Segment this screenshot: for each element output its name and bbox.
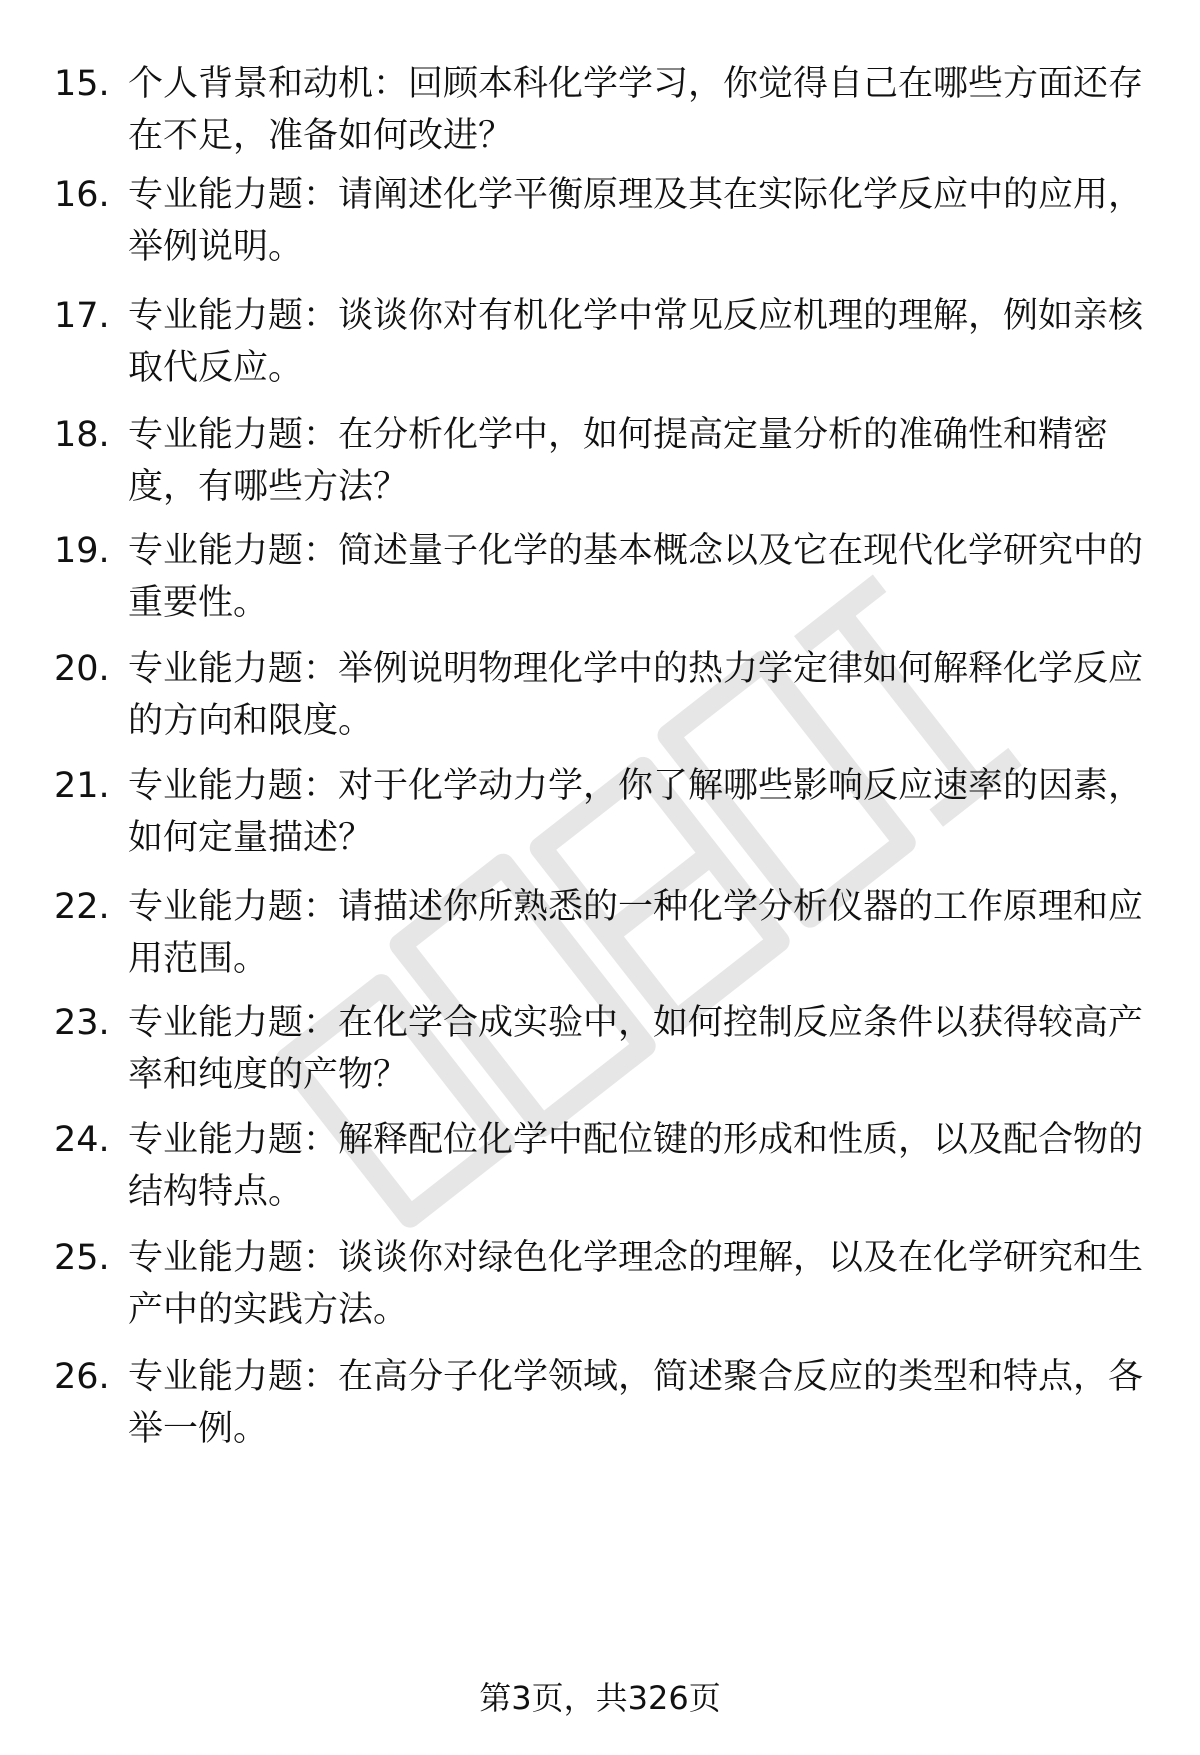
question-number: 19. (54, 531, 110, 571)
list-item (0, 1232, 1200, 1342)
question-text: 专业能力题：请阐述化学平衡原理及其在实际化学反应中的应用，举例说明。 (128, 175, 1144, 267)
question-text: 专业能力题：在化学合成实验中，如何控制反应条件以获得较高产率和纯度的产物？ (128, 1003, 1144, 1095)
question-number: 22. (54, 887, 110, 927)
list-item (0, 997, 1200, 1107)
list-item (0, 58, 1200, 168)
question-text: 专业能力题：对于化学动力学，你了解哪些影响反应速率的因素，如何定量描述？ (128, 766, 1144, 858)
list-item (0, 409, 1200, 519)
question-text: 专业能力题：谈谈你对有机化学中常见反应机理的理解，例如亲核取代反应。 (128, 296, 1144, 388)
page-number-footer: 第3页，共326页 (479, 1679, 721, 1717)
question-text: 专业能力题：简述量子化学的基本概念以及它在现代化学研究中的重要性。 (128, 531, 1144, 623)
list-item (0, 290, 1200, 400)
question-number: 23. (54, 1003, 110, 1043)
question-number: 20. (54, 649, 110, 689)
list-item (0, 760, 1200, 870)
question-text: 专业能力题：请描述你所熟悉的一种化学分析仪器的工作原理和应用范围。 (128, 887, 1144, 979)
question-number: 15. (54, 64, 110, 104)
question-number: 18. (54, 415, 110, 455)
list-item (0, 525, 1200, 635)
question-number: 21. (54, 766, 110, 806)
list-item (0, 881, 1200, 991)
list-item (0, 1114, 1200, 1224)
question-number: 26. (54, 1357, 110, 1397)
question-number: 17. (54, 296, 110, 336)
question-text: 专业能力题：在分析化学中，如何提高定量分析的准确性和精密度，有哪些方法？ (128, 415, 1109, 507)
list-item (0, 169, 1200, 279)
question-number: 16. (54, 175, 110, 215)
question-number: 24. (54, 1120, 110, 1160)
list-item (0, 1351, 1200, 1461)
question-text: 个人背景和动机：回顾本科化学学习，你觉得自己在哪些方面还存在不足，准备如何改进？ (128, 64, 1144, 156)
question-text: 专业能力题：解释配位化学中配位键的形成和性质，以及配合物的结构特点。 (128, 1120, 1144, 1212)
list-item (0, 643, 1200, 753)
question-text: 专业能力题：举例说明物理化学中的热力学定律如何解释化学反应的方向和限度。 (128, 649, 1144, 741)
question-text: 专业能力题：谈谈你对绿色化学理念的理解，以及在化学研究和生产中的实践方法。 (128, 1238, 1144, 1330)
question-text: 专业能力题：在高分子化学领域，简述聚合反应的类型和特点，各举一例。 (128, 1357, 1144, 1449)
question-number: 25. (54, 1238, 110, 1278)
